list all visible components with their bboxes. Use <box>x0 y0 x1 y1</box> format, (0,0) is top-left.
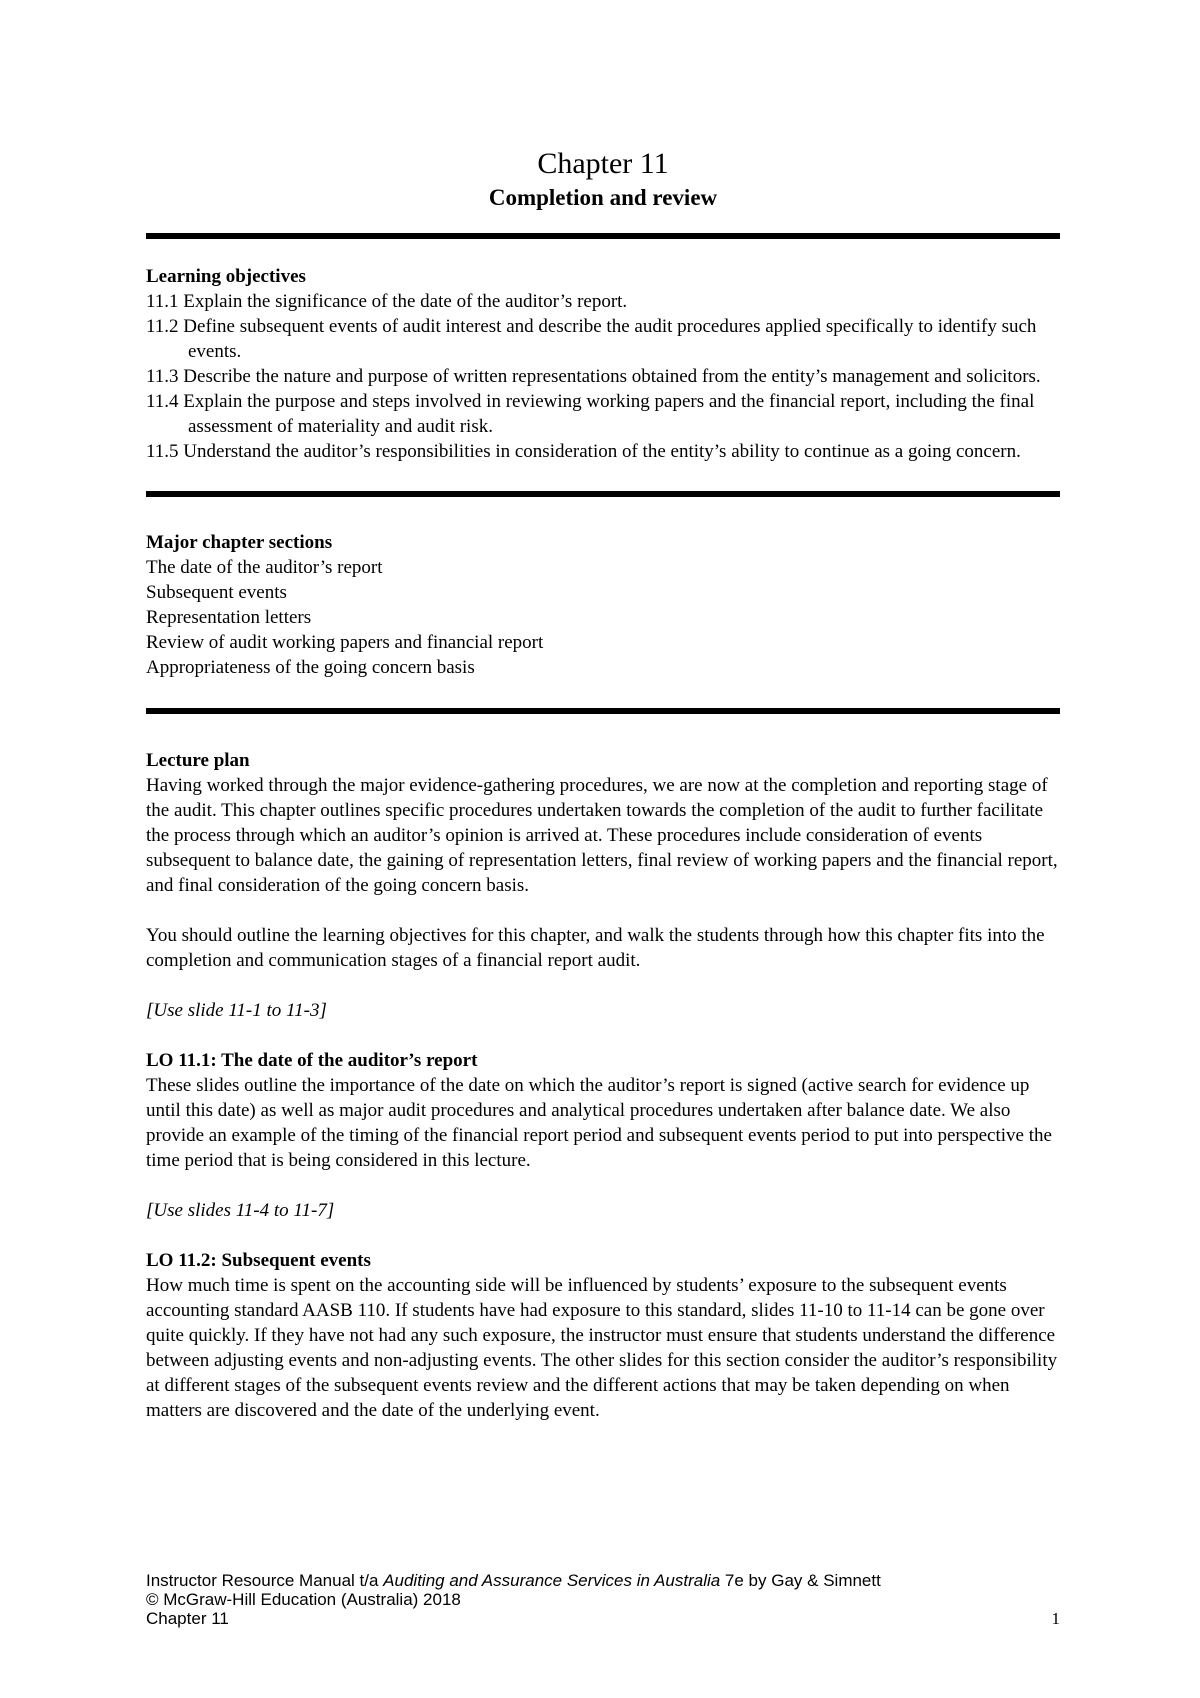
objective-item: 11.1 Explain the significance of the date of the auditor’s report. <box>146 291 628 312</box>
footer-chapter-line <box>146 1609 1060 1628</box>
major-sections-section <box>146 530 1060 680</box>
lecture-plan-paragraph: Having worked through the major evidence-gathering procedures, we are now at the completion and reporting stage of the audit. This chapter outlines specific procedures undertaken towards the completion of the audit to further facilitate the process through which an auditor’s opinion is arrived at. These procedures include consideration of events subsequent to balance date, the gaining of representation letters, final review of working papers and the financial report, and final consideration of the going concern basis. <box>146 775 1058 896</box>
objective-item: 11.2 Define subsequent events of audit interest and describe the audit procedures applied specifically to identify such events. <box>146 316 1037 362</box>
lo-11-1-heading: LO 11.1: The date of the auditor’s report <box>146 1050 478 1071</box>
major-section-item: Subsequent events <box>146 582 287 603</box>
footer-manual-suffix: 7e by Gay & Simnett <box>720 1571 881 1590</box>
section-divider <box>146 708 1060 714</box>
learning-objectives-section <box>146 264 1060 464</box>
section-divider <box>146 233 1060 239</box>
page-footer <box>146 1571 1060 1628</box>
footer-manual-line <box>146 1571 1060 1590</box>
footer-manual-prefix: Instructor Resource Manual t/a <box>146 1571 384 1590</box>
slide-reference: [Use slide 11-1 to 11-3] <box>146 1000 327 1021</box>
major-section-item: Representation letters <box>146 607 312 628</box>
section-divider <box>146 491 1060 497</box>
footer-copyright: © McGraw-Hill Education (Australia) 2018 <box>146 1590 461 1609</box>
lecture-plan-section <box>146 748 1060 1423</box>
footer-book-title: Auditing and Assurance Services in Australia <box>383 1571 721 1590</box>
objective-item: 11.4 Explain the purpose and steps involved in reviewing working papers and the financial report, including the final assessment of materiality and audit risk. <box>146 391 1035 437</box>
lecture-plan-paragraph: You should outline the learning objectives for this chapter, and walk the students through how this chapter fits into the completion and communication stages of a financial report audit. <box>146 925 1045 971</box>
lo-11-2-paragraph: How much time is spent on the accounting side will be influenced by students’ exposure to the subsequent events accounting standard AASB 110. If students have had exposure to this standard, slides 11-10 to 11-14 can be gone over quite quickly. If they have not had any such exposure, the instructor must ensure that students understand the difference between adjusting events and non-adjusting events. The other slides for this section consider the auditor’s responsibility at different stages of the subsequent events review and the different actions that may be taken depending on when matters are discovered and the date of the underlying event. <box>146 1275 1058 1421</box>
page-content <box>146 146 1060 1423</box>
lecture-plan-heading: Lecture plan <box>146 750 250 771</box>
objective-item: 11.5 Understand the auditor’s responsibilities in consideration of the entity’s ability to continue as a going concern. <box>146 441 1021 462</box>
chapter-number: Chapter 11 <box>537 147 669 180</box>
chapter-title: Completion and review <box>488 185 718 210</box>
footer-chapter: Chapter 11 <box>146 1609 229 1628</box>
major-section-item: Appropriateness of the going concern basis <box>146 657 475 678</box>
learning-objectives-heading: Learning objectives <box>146 266 306 287</box>
lo-11-1-paragraph: These slides outline the importance of the date on which the auditor’s report is signed (active search for evidence up until this date) as well as major audit procedures and analytical procedures undertaken after balance date. We also provide an example of the timing of the financial report period and subsequent events period to put into perspective the time period that is being considered in this lecture. <box>146 1075 1052 1171</box>
lo-11-2-heading: LO 11.2: Subsequent events <box>146 1250 371 1271</box>
major-sections-heading: Major chapter sections <box>146 532 333 553</box>
page-number: 1 <box>1051 1609 1060 1628</box>
slide-reference: [Use slides 11-4 to 11-7] <box>146 1200 335 1221</box>
major-section-item: Review of audit working papers and financial report <box>146 632 544 653</box>
objective-item: 11.3 Describe the nature and purpose of written representations obtained from the entity’s management and solicitors. <box>146 366 1041 387</box>
major-section-item: The date of the auditor’s report <box>146 557 383 578</box>
